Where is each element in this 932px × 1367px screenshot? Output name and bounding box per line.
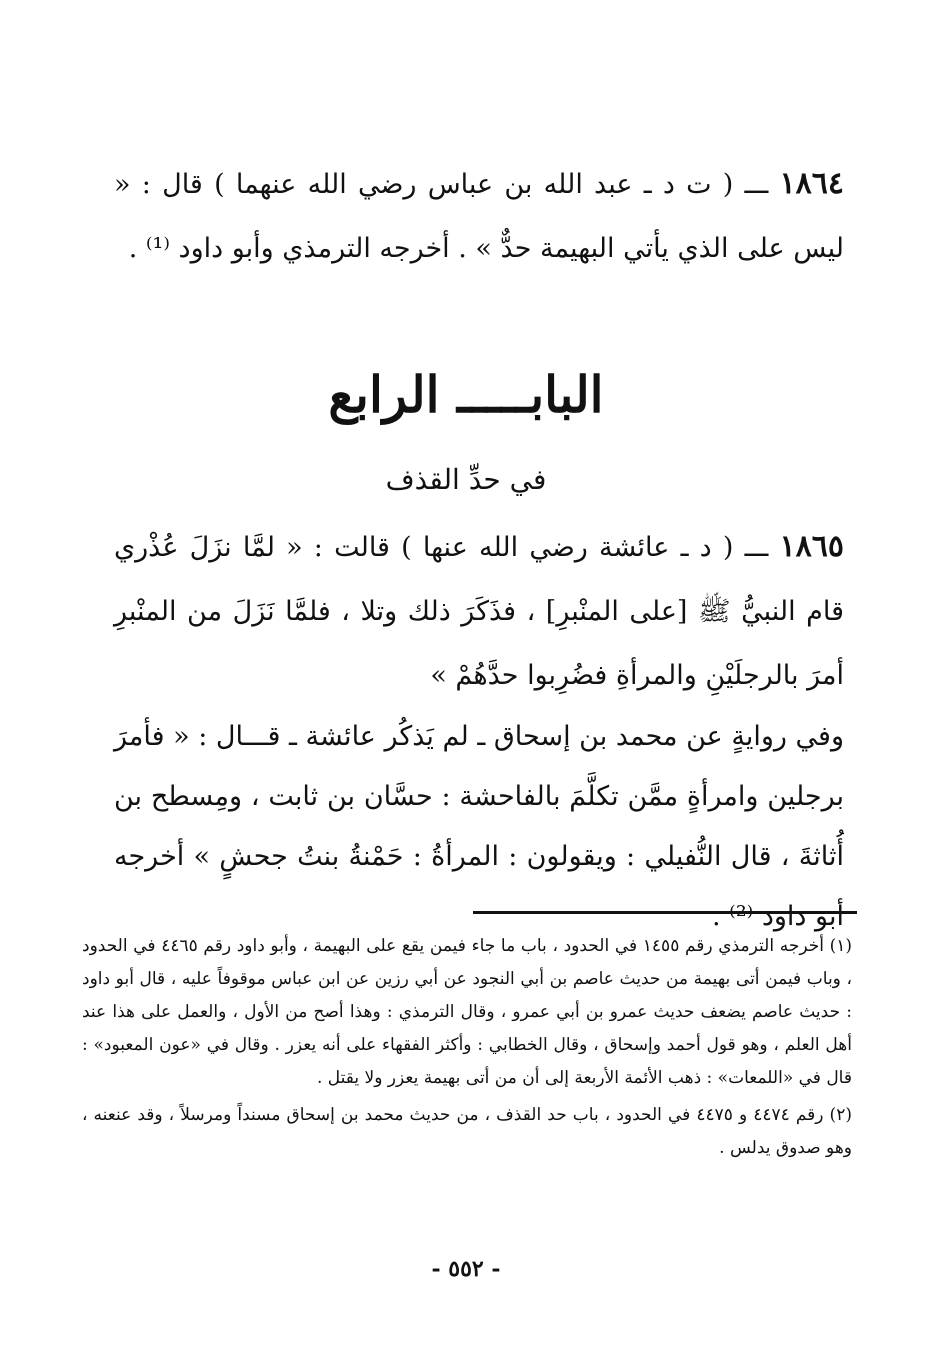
footnotes — [82, 930, 852, 1165]
hadith-number: ١٨٦٤ — [779, 166, 844, 201]
hadith-1865-narration: وفي روايةٍ عن محمد بن إسحاق ـ لم يَذكُر عائشة ـ قـــال : « فأمرَ برجلين وامرأةٍ ممَّن تكلَّمَ بالفاحشة : حسَّان بن ثابت ، ومِسطح بن أُثاثةَ ، قال النُّفيلي : ويقولون : المرأةُ : حَمْنةُ بنتُ جحشٍ » أخرجه أبو داود ⁽²⁾ . — [114, 721, 844, 932]
chapter-subtitle: في حدِّ القذف — [385, 463, 547, 496]
page-number: - ٥٥٢ - — [431, 1256, 501, 1282]
hadith-1865 — [114, 515, 844, 708]
footnote-divider — [473, 911, 857, 914]
hadith-text: ـــ ( د ـ عائشة رضي الله عنها ) قالت : « لمَّا نزَلَ عُذْري قام النبيُّ ﷺ [على المنْبرِ] ، فذَكَرَ ذلك وتلا ، فلمَّا نَزَلَ من المنْبرِ أمرَ بالرجلَيْنِ والمرأةِ فضُرِبوا حدَّهُمْ » — [114, 532, 844, 691]
hadith-1864 — [114, 152, 844, 281]
footnote-text: (١) أخرجه الترمذي رقم ١٤٥٥ في الحدود ، باب ما جاء فيمن يقع على البهيمة ، وأبو داود رقم ٤٤٦٥ في الحدود ، وباب فيمن أتى بهيمة من حديث عاصم بن أبي النجود عن أبي رزين عن ابن عباس موقوفاً عليه ، قال أبو داود : حديث عاصم يضعف حديث عمرو بن أبي عمرو ، وقال الترمذي : وهذا أصح من الأول ، والعمل على هذا عند أهل العلم ، وهو قول أحمد وإسحاق ، وقال الخطابي : وأكثر الفقهاء على أنه يعزر . وقال في «عون المعبود» : قال في «اللمعات» : ذهب الأئمة الأربعة إلى أن من أتى بهيمة يعزر ولا يقتل . — [82, 936, 853, 1088]
footnote-text: (٢) رقم ٤٤٧٤ و ٤٤٧٥ في الحدود ، باب حد القذف ، من حديث محمد بن إسحاق مسنداً ومرسلاً ، وقد عنعنه ، وهو صدوق يدلس . — [82, 1105, 852, 1158]
footnote-2 — [82, 1099, 852, 1165]
hadith-number: ١٨٦٥ — [779, 529, 844, 564]
chapter-title: البابـــــ الرابع — [328, 365, 604, 424]
footnote-1 — [82, 930, 852, 1095]
hadith-text: ـــ ( ت د ـ عبد الله بن عباس رضي الله عنهما ) قال : « ليس على الذي يأتي البهيمة حدٌّ » . أخرجه الترمذي وأبو داود ⁽¹⁾ . — [114, 169, 844, 264]
